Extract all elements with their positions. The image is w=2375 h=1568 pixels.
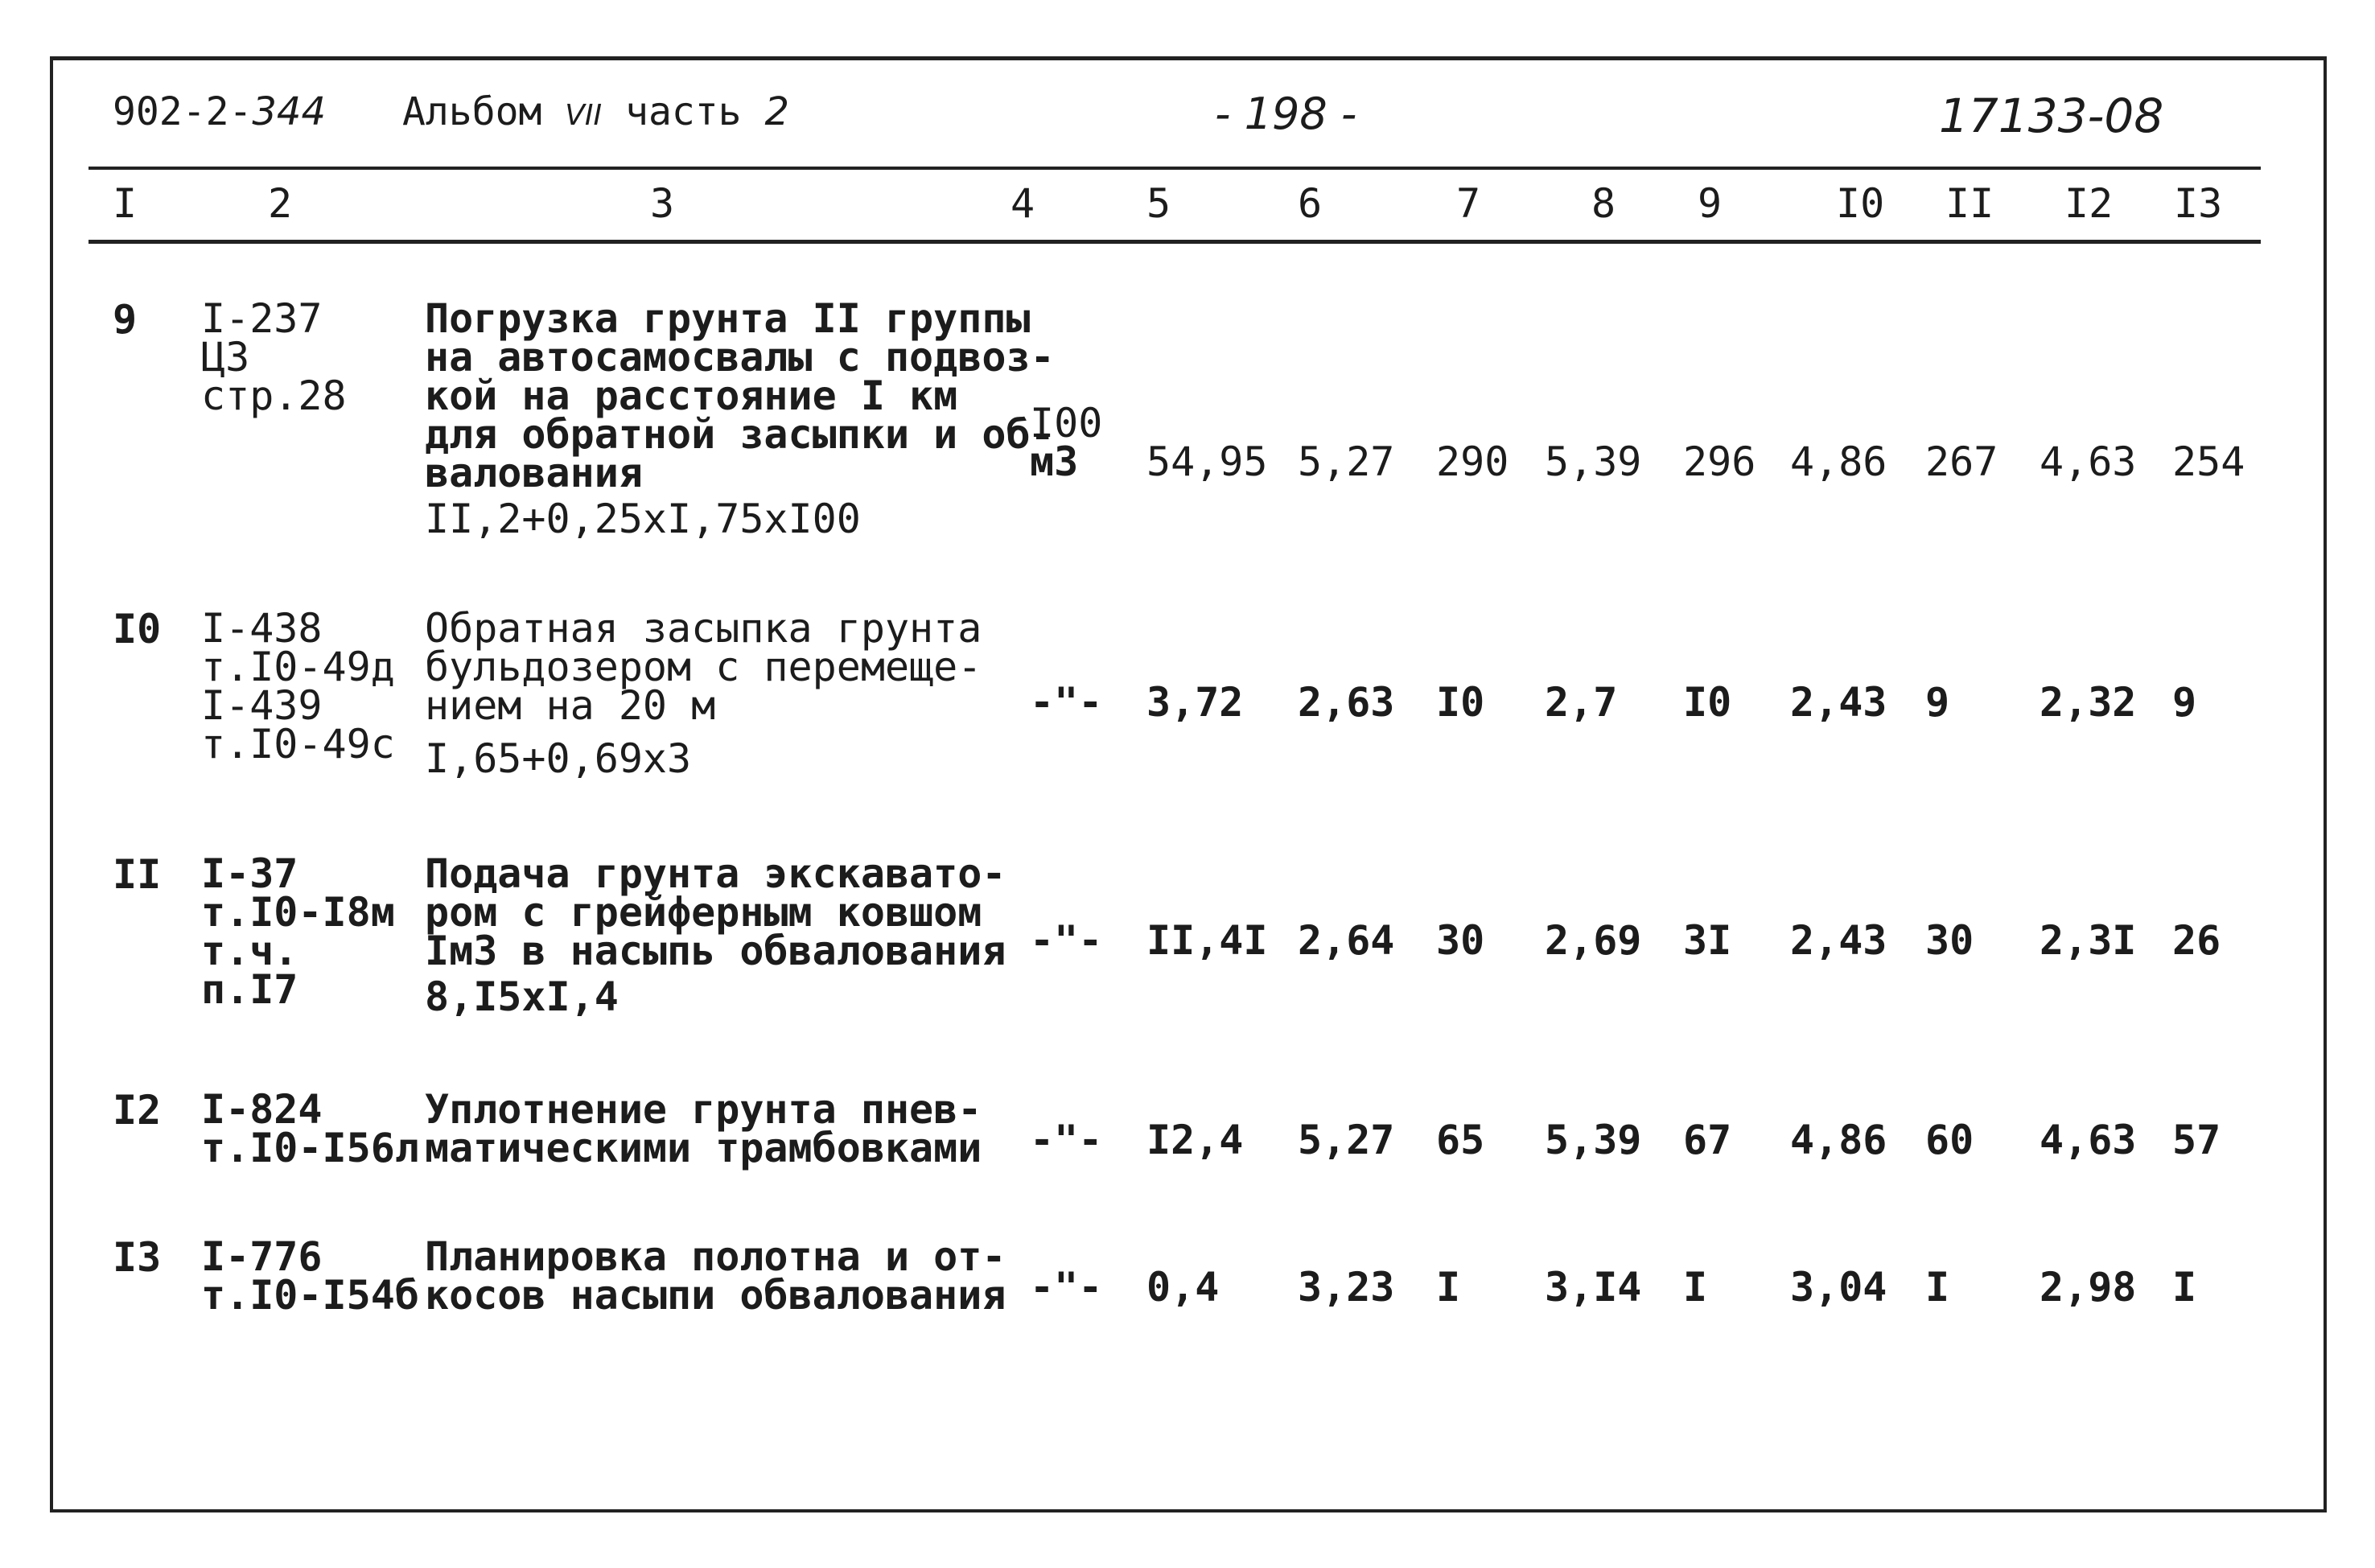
value-col-9: 296	[1683, 438, 1756, 485]
value-col-11: 267	[1925, 438, 1998, 485]
work-description: Уплотнение грунта пнев- матическими трамбовками	[425, 1086, 982, 1171]
calculation-formula: 8,I5xI,4	[425, 973, 619, 1020]
value-col-7: 290	[1436, 438, 1509, 485]
header-rule-bottom	[88, 240, 2261, 244]
value-col-10: 2,43	[1790, 917, 1887, 964]
value-col-5: II,4I	[1146, 917, 1268, 964]
value-col-13: 57	[2172, 1117, 2221, 1163]
value-col-12: 4,63	[2040, 438, 2137, 485]
value-col-5: 54,95	[1146, 438, 1268, 485]
value-col-5: 0,4	[1146, 1264, 1220, 1311]
value-col-9: 67	[1683, 1117, 1732, 1163]
value-col-8: 5,39	[1545, 1117, 1642, 1163]
unit: -"-	[1030, 917, 1103, 964]
column-number: I	[113, 180, 138, 227]
header-rule-top	[88, 167, 2261, 170]
norm-reference: I-37 т.I0-I8м т.ч. п.I7	[201, 850, 395, 1013]
album-series: 902-2-344	[113, 89, 327, 134]
value-col-12: 2,3I	[2040, 917, 2137, 964]
value-col-8: 5,39	[1545, 438, 1642, 485]
value-col-13: 254	[2172, 438, 2245, 485]
work-description: Обратная засыпка грунта бульдозером с перемеще- нием на 20 м	[425, 605, 982, 729]
row-number: I3	[113, 1234, 162, 1281]
value-col-10: 2,43	[1790, 679, 1887, 726]
value-col-12: 4,63	[2040, 1117, 2137, 1163]
value-col-10: 4,86	[1790, 1117, 1887, 1163]
value-col-12: 2,32	[2040, 679, 2137, 726]
calculation-formula: I,65+0,69x3	[425, 735, 692, 782]
column-number: 8	[1591, 180, 1616, 227]
column-number: 5	[1146, 180, 1171, 227]
value-col-8: 2,7	[1545, 679, 1618, 726]
column-number: 2	[268, 180, 293, 227]
value-col-5: I2,4	[1146, 1117, 1244, 1163]
value-col-7: I	[1436, 1264, 1461, 1311]
value-col-13: I	[2172, 1264, 2197, 1311]
row-number: 9	[113, 296, 138, 343]
unit: -"-	[1030, 679, 1103, 726]
value-col-7: I0	[1436, 679, 1485, 726]
value-col-7: 65	[1436, 1117, 1485, 1163]
value-col-6: 3,23	[1298, 1264, 1395, 1311]
column-number: I2	[2064, 180, 2114, 227]
unit: -"-	[1030, 1117, 1103, 1163]
unit: I00 м3	[1030, 400, 1103, 485]
norm-reference: I-237 Ц3 стр.28	[201, 295, 347, 419]
value-col-12: 2,98	[2040, 1264, 2137, 1311]
value-col-11: 60	[1925, 1117, 1974, 1163]
value-col-9: 3I	[1683, 917, 1732, 964]
value-col-11: 30	[1925, 917, 1974, 964]
page-number: - 198 -	[1215, 88, 1357, 139]
norm-reference: I-438 т.I0-49д I-439 т.I0-49с	[201, 605, 395, 768]
row-number: I0	[113, 606, 162, 652]
unit: -"-	[1030, 1264, 1103, 1311]
norm-reference: I-776 т.I0-I54б	[201, 1233, 419, 1319]
value-col-10: 4,86	[1790, 438, 1887, 485]
column-number: I3	[2174, 180, 2223, 227]
column-number: 3	[650, 180, 675, 227]
value-col-8: 2,69	[1545, 917, 1642, 964]
column-number: 9	[1698, 180, 1723, 227]
value-col-6: 5,27	[1298, 1117, 1395, 1163]
value-col-6: 2,64	[1298, 917, 1395, 964]
value-col-11: I	[1925, 1264, 1950, 1311]
column-number: II	[1945, 180, 1994, 227]
album-title: Альбом VII часть 2	[402, 89, 790, 134]
value-col-8: 3,I4	[1545, 1264, 1642, 1311]
value-col-7: 30	[1436, 917, 1485, 964]
value-col-5: 3,72	[1146, 679, 1244, 726]
work-description: Погрузка грунта II группы на автосамосвалы с подвоз- кой на расстояние I км для обратной засыпки и об- валования	[425, 295, 1055, 496]
column-number: 6	[1298, 180, 1323, 227]
work-description: Подача грунта экскавато- ром с грейферным ковшом Iм3 в насыпь обвалования	[425, 850, 1006, 974]
column-number: I0	[1836, 180, 1885, 227]
norm-reference: I-824 т.I0-I56л	[201, 1086, 419, 1171]
row-number: I2	[113, 1087, 162, 1134]
row-number: II	[113, 851, 162, 898]
value-col-6: 2,63	[1298, 679, 1395, 726]
column-number: 4	[1011, 180, 1035, 227]
value-col-11: 9	[1925, 679, 1950, 726]
value-col-6: 5,27	[1298, 438, 1395, 485]
value-col-10: 3,04	[1790, 1264, 1887, 1311]
value-col-9: I0	[1683, 679, 1732, 726]
value-col-9: I	[1683, 1264, 1708, 1311]
document-code: 17133-08	[1939, 88, 2164, 143]
value-col-13: 9	[2172, 679, 2197, 726]
calculation-formula: II,2+0,25xI,75xI00	[425, 496, 861, 542]
work-description: Планировка полотна и от- косов насыпи обвалования	[425, 1233, 1006, 1319]
column-number: 7	[1456, 180, 1481, 227]
value-col-13: 26	[2172, 917, 2221, 964]
